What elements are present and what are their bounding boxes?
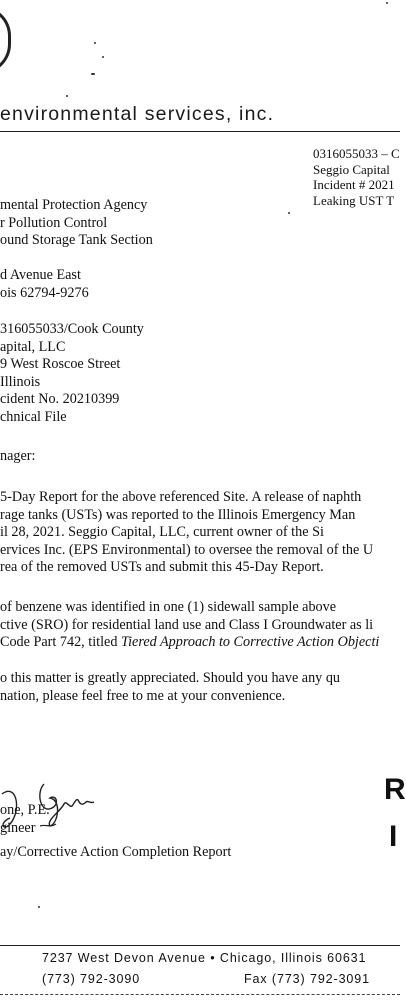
header-rule (0, 131, 400, 132)
footer-fax: Fax (773) 792-3091 (244, 972, 370, 986)
paragraph-3 (0, 670, 340, 705)
paragraph-line: 5-Day Report for the above referenced Site. A release of naphth (0, 489, 362, 505)
paragraph-text: Code Part 742, titled (0, 634, 121, 650)
scan-speck (288, 212, 290, 214)
scan-speck (102, 56, 104, 58)
paragraph-line: nation, please feel free to me at your convenience. (0, 687, 286, 704)
paragraph-line: ervices Inc. (EPS Environmental) to oversee the removal of the U (0, 541, 374, 558)
company-name: environmental services, inc. (0, 103, 275, 125)
reference-block (313, 146, 400, 208)
reference-line: Seggio Capital (313, 161, 390, 177)
subject-line: cident No. 20210399 (0, 391, 120, 407)
salutation: nager: (0, 448, 36, 464)
paragraph-line: rage tanks (USTs) was reported to the Illinois Emergency Man (0, 506, 356, 523)
paragraph-1 (0, 489, 373, 577)
paragraph-line: o this matter is greatly appreciated. Should you have any qu (0, 670, 341, 686)
subject-line: apital, LLC (0, 338, 66, 355)
scan-speck (91, 73, 95, 75)
footer-rule (0, 945, 400, 946)
paragraph-line: il 28, 2021. Seggio Capital, LLC, current owner of the Si (0, 524, 324, 540)
addressee-line (0, 250, 153, 268)
subject-line: chnical File (0, 408, 67, 425)
addressee-line: ound Storage Tank Section (0, 232, 153, 248)
paragraph-line: rea of the removed USTs and submit this 45-Day Report. (0, 559, 324, 575)
scan-speck (386, 2, 388, 4)
reference-line: Incident # 2021 (313, 177, 395, 192)
footer-dashed-rule (0, 994, 400, 995)
subject-line: Illinois (0, 373, 41, 390)
addressee-line: d Avenue East (0, 267, 81, 283)
stamp-letter: R (384, 773, 406, 806)
stamp-letter: I (389, 820, 398, 853)
addressee-line: ois 62794-9276 (0, 284, 89, 301)
addressee-line: r Pollution Control (0, 214, 108, 231)
scan-speck (38, 906, 40, 908)
paragraph-line (0, 634, 379, 652)
reference-line: Leaking UST T (313, 192, 395, 208)
scan-speck (94, 42, 96, 44)
signatory-title: gineer (0, 820, 36, 836)
footer-phone: (773) 792-3090 (42, 972, 141, 986)
subject-line: 9 West Roscoe Street (0, 356, 121, 372)
subject-block (0, 321, 144, 426)
reference-line: 0316055033 – C (313, 146, 400, 161)
addressee-line: mental Protection Agency (0, 197, 148, 213)
signatory-name: one, P.E. (0, 802, 50, 818)
footer-address: 7237 West Devon Avenue • Chicago, Illinois 60631 (42, 951, 367, 965)
subject-line: 316055033/Cook County (0, 321, 144, 337)
paragraph-line: ctive (SRO) for residential land use and Class I Groundwater as li (0, 616, 374, 633)
scan-speck (66, 95, 68, 97)
paragraph-2 (0, 599, 379, 652)
addressee-block (0, 197, 153, 302)
regulation-title: Tiered Approach to Corrective Action Objecti (120, 634, 380, 650)
enclosure-line: ay/Corrective Action Completion Report (0, 844, 232, 860)
paragraph-line: of benzene was identified in one (1) sidewall sample above (0, 599, 337, 615)
company-logo (0, 6, 11, 74)
